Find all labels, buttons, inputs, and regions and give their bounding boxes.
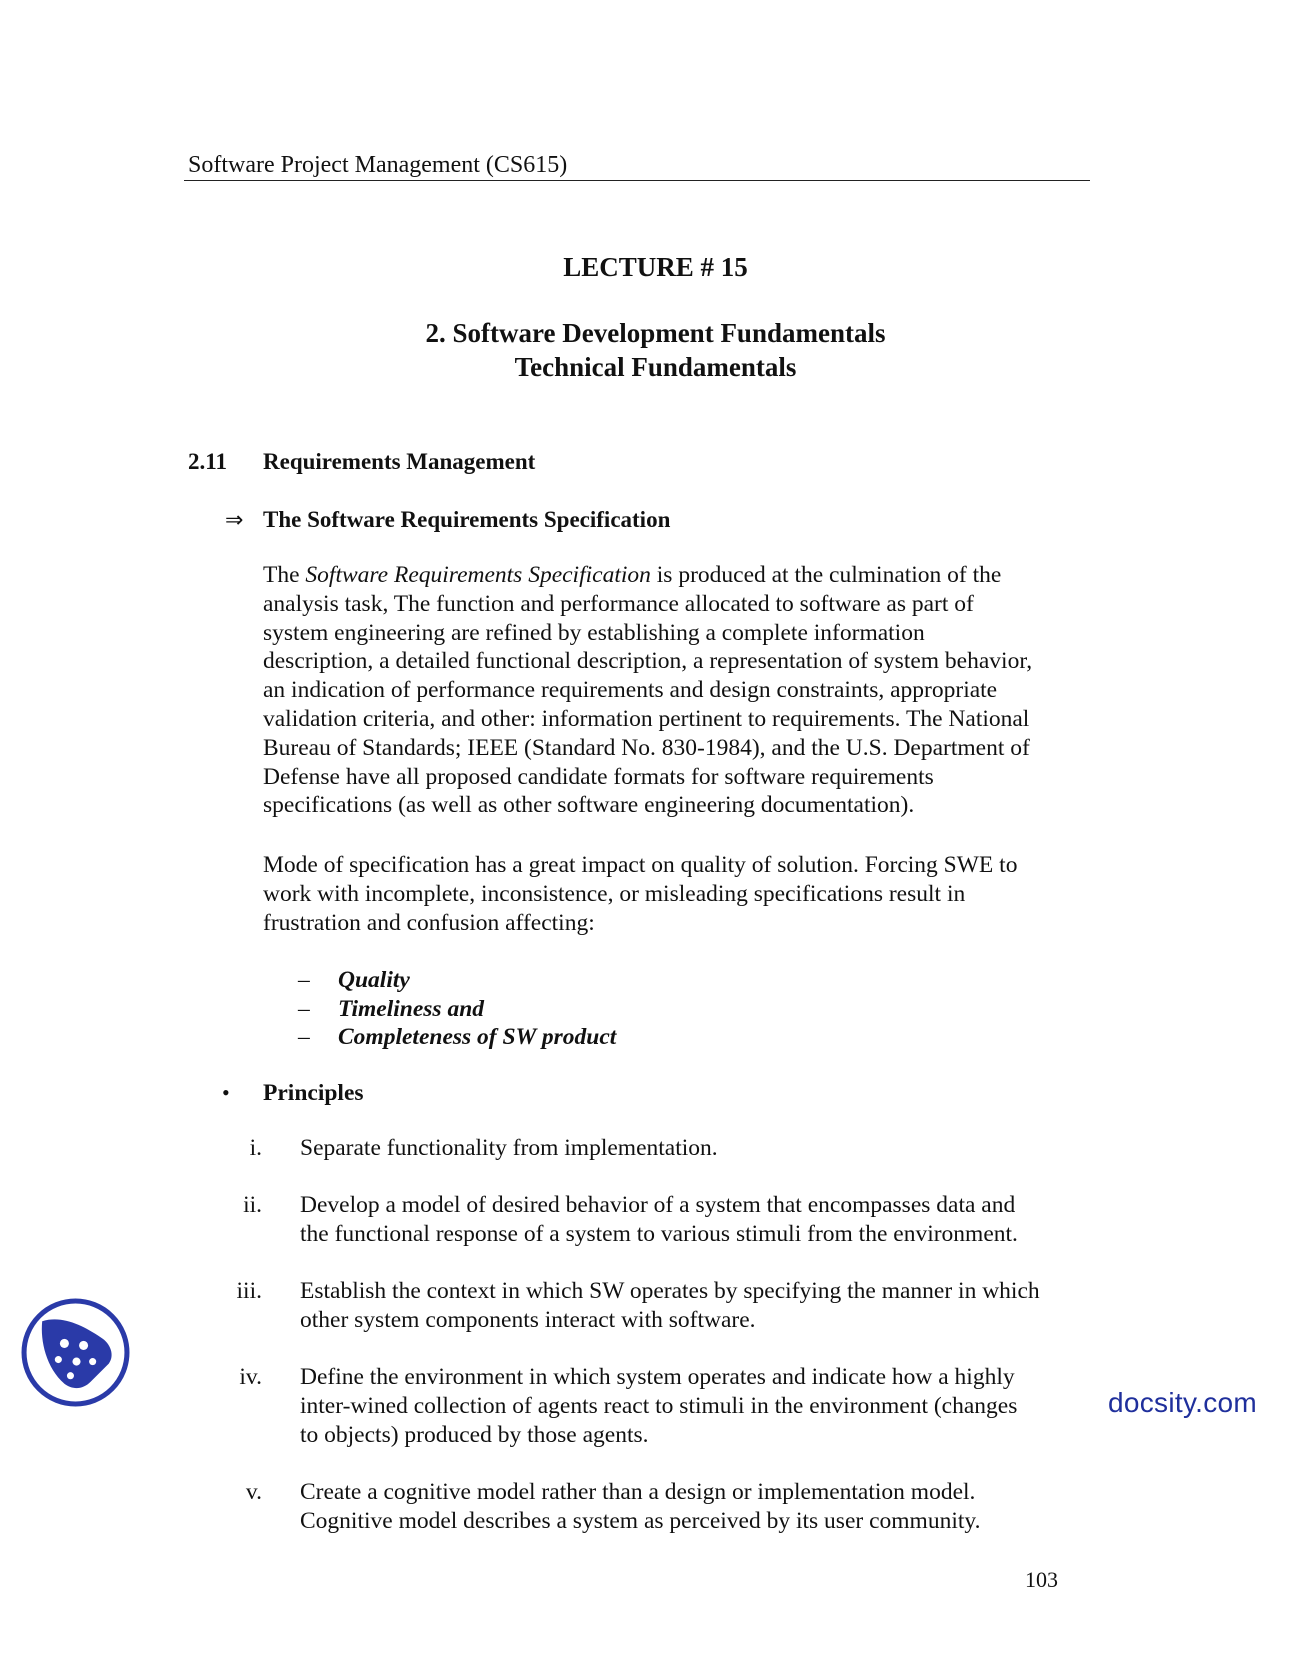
srs-paragraph: [263, 561, 1093, 820]
principle-number: iii.: [236, 1278, 262, 1304]
implies-arrow-icon: ⇒: [225, 508, 244, 533]
chapter-title: 2. Software Development Fundamentals: [425, 318, 886, 348]
paragraph-line: an indication of performance requirements and design constraints, appropriate: [263, 677, 998, 704]
principle-line: inter-wined collection of agents react to stimuli in the environment (changes: [300, 1392, 1018, 1419]
paragraph-line: The Software Requirements Specification is produced at the culmination of the: [263, 562, 1002, 588]
docsity-logo-icon[interactable]: [20, 1297, 131, 1408]
paragraph-line: work with incomplete, inconsistence, or misleading specifications result in: [263, 880, 966, 907]
page-number: 103: [1025, 1567, 1058, 1592]
principle-line: other system components interact with software.: [300, 1306, 756, 1333]
header-rule: [184, 180, 1090, 181]
subchapter-title: Technical Fundamentals: [514, 352, 797, 382]
paragraph-line: system engineering are refined by establishing a complete information: [263, 619, 925, 646]
paragraph-line: Defense have all proposed candidate formats for software requirements: [263, 763, 934, 790]
principle-number: iv.: [239, 1364, 262, 1390]
dash-marker: –: [298, 1024, 310, 1050]
principle-number: ii.: [243, 1192, 262, 1218]
paragraph-line: specifications (as well as other software engineering documentation).: [263, 792, 915, 819]
principle-number: i.: [249, 1135, 262, 1161]
subsection-title: The Software Requirements Specification: [263, 507, 671, 532]
principle-line: Separate functionality from implementation.: [300, 1135, 718, 1161]
bullet-icon: •: [222, 1080, 230, 1105]
list-item-text: Timeliness and: [338, 995, 485, 1022]
principle-line: Create a cognitive model rather than a design or implementation model.: [300, 1479, 976, 1505]
principle-number: v.: [245, 1479, 262, 1505]
principle-line: Cognitive model describes a system as perceived by its user community.: [300, 1507, 981, 1534]
srs-term: Software Requirements Specification: [305, 562, 651, 588]
principles-heading: Principles: [263, 1080, 364, 1106]
principle-line: Develop a model of desired behavior of a system that encompasses data and: [300, 1192, 1016, 1218]
paragraph-line: Mode of specification has a great impact on quality of solution. Forcing SWE to: [263, 852, 1018, 878]
docsity-brand[interactable]: docsity.com: [1108, 1387, 1258, 1418]
list-item-text: Quality: [338, 967, 410, 993]
principle-line: the functional response of a system to various stimuli from the environment.: [300, 1220, 1018, 1247]
lecture-title: LECTURE # 15: [563, 252, 748, 282]
list-item-text: Completeness of SW product: [338, 1024, 617, 1050]
paragraph-line: Bureau of Standards; IEEE (Standard No. 830-1984), and the U.S. Department of: [263, 734, 1030, 761]
paragraph-line: description, a detailed functional description, a representation of system behavior,: [263, 648, 1033, 675]
principle-line: to objects) produced by those agents.: [300, 1421, 649, 1448]
dash-marker: –: [298, 995, 310, 1022]
paragraph-line: frustration and confusion affecting:: [263, 909, 595, 936]
running-header: Software Project Management (CS615): [188, 152, 568, 178]
principle-line: Establish the context in which SW operates by specifying the manner in which: [300, 1278, 1040, 1304]
paragraph-line: analysis task, The function and performance allocated to software as part of: [263, 590, 974, 617]
dash-marker: –: [298, 967, 310, 993]
principle-line: Define the environment in which system operates and indicate how a highly: [300, 1364, 1015, 1390]
mode-paragraph: [263, 851, 1093, 937]
section-title: Requirements Management: [263, 449, 536, 474]
section-number: 2.11: [188, 449, 227, 474]
paragraph-line: validation criteria, and other: information pertinent to requirements. The National: [263, 705, 1030, 732]
